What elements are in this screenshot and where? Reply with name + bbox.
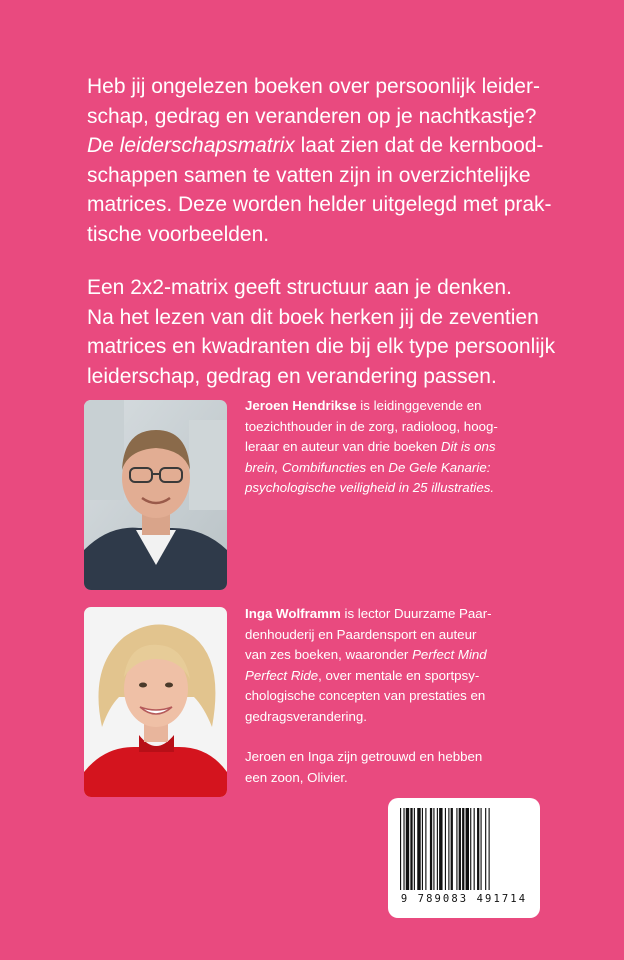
barcode-bars — [398, 808, 530, 894]
blurb-line: Heb jij ongelezen boeken over persoonlijk leider- — [87, 75, 540, 98]
author-bio-inga: Inga Wolframm is lector Duurzame Paar- denhouderij en Paardensport en auteur van zes boeken, waaronder Perfect Mind Perfect Ride, over mentale en sportpsy- chologische concepten van prestaties en gedragsverandering. Jeroen en Inga zijn getrouwd en hebben een zoon, Olivier. — [245, 604, 545, 808]
blurb-line: De leiderschapsmatrix laat zien dat de kernbood- — [87, 134, 544, 157]
blurb-line: schappen samen te vatten zijn in overzichtelijke — [87, 163, 531, 187]
isbn-number: 9 789083 491714 — [400, 893, 528, 905]
author-bio-jeroen: Jeroen Hendrikse is leidinggevende en toezichthouder in de zorg, radioloog, hoog- leraar en auteur van drie boeken Dit is ons brein, Combifuncties en De Gele Kanarie: psychologische veiligheid in 25 illustraties. — [245, 398, 498, 495]
author-name: Jeroen Hendrikse — [245, 398, 357, 413]
blurb-line: matrices. Deze worden helder uitgelegd met prak- — [87, 193, 552, 216]
isbn-barcode — [388, 798, 540, 918]
blurb-line: matrices en kwadranten die bij elk type persoonlijk — [87, 335, 556, 358]
blurb-line: leiderschap, gedrag en verandering passen. — [87, 364, 497, 388]
blurb-line: Na het lezen van dit boek herken jij de zeventien — [87, 305, 539, 329]
author-name: Inga Wolframm — [245, 606, 341, 621]
blurb-paragraph-1 — [87, 72, 557, 249]
blurb-line: schap, gedrag en veranderen op je nachtkastje? — [87, 104, 537, 128]
author-photo-inga — [84, 607, 227, 797]
blurb — [87, 72, 557, 415]
blurb-line: Een 2x2-matrix geeft structuur aan je denken. — [87, 276, 512, 299]
blurb-line: tische voorbeelden. — [87, 222, 270, 246]
blurb-paragraph-2 — [87, 273, 557, 391]
book-title: De leiderschapsmatrix — [87, 134, 295, 157]
closing-note: Jeroen en Inga zijn getrouwd en hebben een zoon, Olivier. — [245, 749, 483, 785]
author-photo-jeroen — [84, 400, 227, 590]
